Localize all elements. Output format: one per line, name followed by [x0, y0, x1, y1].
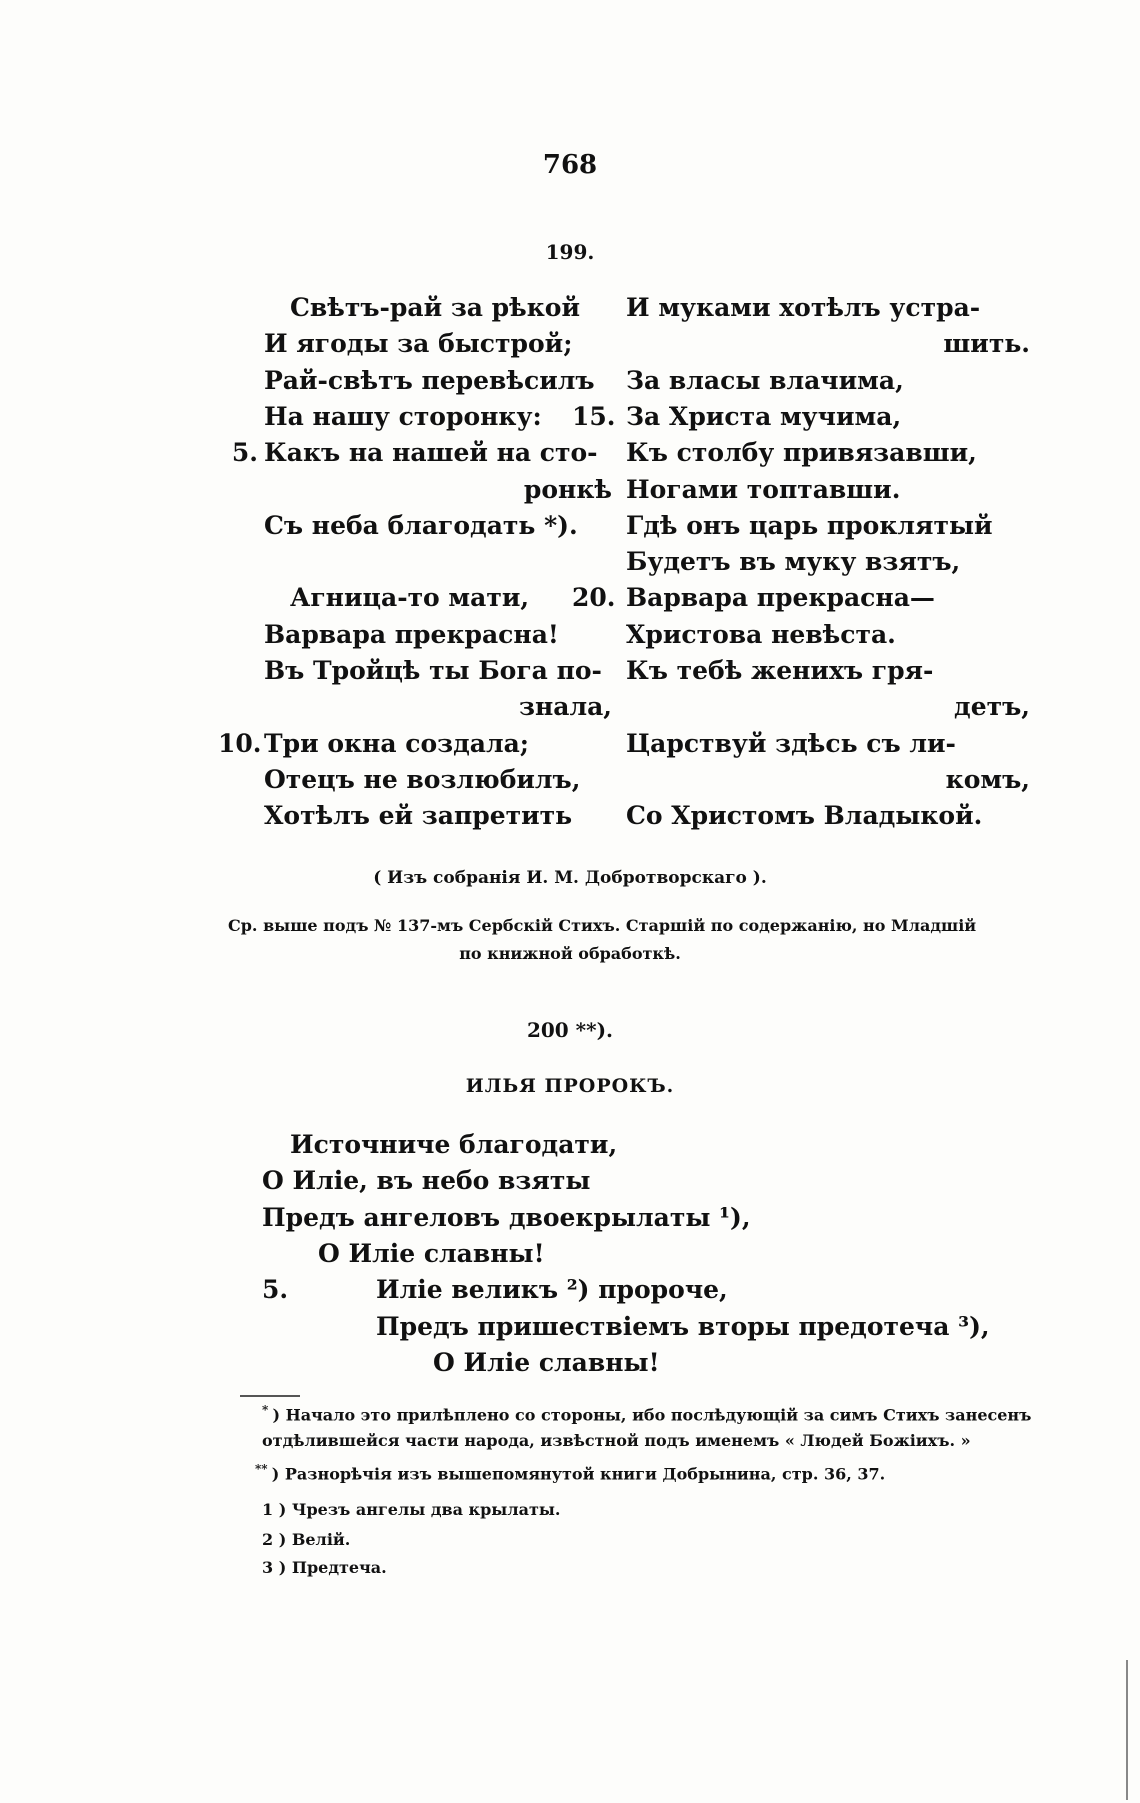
poem-199-left-verse-line: Свѣтъ-рай за рѣкой: [290, 293, 581, 322]
footnote-text: ) Чрезъ ангелы два крылаты.: [278, 1500, 561, 1519]
poem-199-left-verse-line: Отецъ не возлюбилъ,: [264, 764, 581, 794]
poem-199-left-verse-line: Хотѣлъ ей запретить: [264, 801, 573, 831]
poem-199-left-line-number: 5.: [231, 438, 258, 468]
footnote-text: ) Разнорѣчія изъ вышепомянутой книги Добрынина, стр. 36, 37.: [271, 1464, 886, 1484]
poem-199-right-verse-line: Будетъ въ муку взятъ,: [626, 547, 961, 577]
footnote-rule: [240, 1395, 300, 1397]
poem-199-left-verse-line: Съ неба благодать *).: [264, 510, 578, 540]
poem-199-right-verse-line: Къ столбу привязавши,: [626, 438, 977, 468]
footnote-text: ) Начало это прилѣплено со стороны, ибо послѣдующій за симъ Стихъ занесенъ: [272, 1405, 1032, 1425]
footnote: [262, 1403, 1031, 1424]
poem-199-right-verse-line: Гдѣ онъ царь проклятый: [626, 510, 993, 540]
footnote: [262, 1530, 350, 1549]
poem-number-200: 200 **).: [526, 1018, 614, 1042]
poem-199-left-verse-line: И ягоды за быстрой;: [264, 329, 573, 359]
poem-title: ИЛЬЯ ПРОРОКЪ.: [465, 1075, 675, 1097]
poem-199-right-verse-line: Варвара прекрасна—: [626, 583, 935, 613]
poem-199-right-verse-line: шить.: [943, 329, 1030, 359]
poem-199-left-verse-line: На нашу сторонку:: [264, 401, 542, 431]
footnote-text: ) Велій.: [278, 1530, 351, 1549]
poem-199-left-line-number: 10.: [218, 728, 262, 758]
poem-199-right-verse-line: За Христа мучима,: [626, 401, 902, 431]
poem-199-right-line-number: 15.: [572, 401, 616, 431]
poem-200-verse-line: Предъ пришествіемъ вторы предотеча ³),: [376, 1311, 990, 1341]
footnote-mark: **: [255, 1462, 272, 1476]
footnote: [262, 1500, 561, 1519]
poem-200-verse-line: О Иліе, въ небо взяты: [262, 1166, 591, 1196]
page-number: 768: [542, 150, 598, 180]
poem-199-left-verse-line: знала,: [519, 692, 612, 722]
footnote: [262, 1558, 387, 1577]
poem-199-left-verse-line: Три окна создала;: [264, 728, 530, 758]
poem-200-verse-line: О Иліе славны!: [433, 1347, 660, 1377]
poem-200-verse-line: Источниче благодати,: [290, 1130, 618, 1159]
footnote-mark: 3: [262, 1558, 279, 1577]
poem-number-199: 199.: [545, 240, 595, 264]
footnote-mark: 1: [262, 1500, 279, 1519]
poem-200-verse-line: Иліе великъ ²) пророче,: [376, 1275, 728, 1305]
poem-199-right-verse-line: Къ тебѣ женихъ гря-: [626, 656, 934, 685]
footnote: [255, 1462, 885, 1483]
footnote-mark: *: [262, 1403, 273, 1417]
poem-199-right-verse-line: комъ,: [945, 764, 1030, 794]
poem-200-line-number: 5.: [262, 1275, 289, 1305]
poem-199-left-verse-line: Въ Тройцѣ ты Бога по-: [264, 656, 602, 685]
poem-199-right-verse-line: Христова невѣста.: [626, 619, 896, 649]
source-attribution: ( Изъ собранія И. М. Добротворскаго ).: [373, 868, 767, 888]
poem-199-left-verse-line: Агница-то мати,: [290, 583, 530, 613]
poem-199-right-line-number: 20.: [572, 583, 616, 613]
footnote-text: ) Предтеча.: [278, 1558, 387, 1577]
poem-199-left-verse-line: Варвара прекрасна!: [264, 619, 559, 649]
poem-199-right-verse-line: Ногами топтавши.: [626, 474, 901, 504]
poem-199-right-verse-line: Царствуй здѣсь съ ли-: [626, 728, 956, 758]
poem-200-verse-line: Предъ ангеловъ двоекрылаты ¹),: [262, 1202, 751, 1232]
poem-199-left-verse-line: Какъ на нашей на сто-: [264, 438, 598, 468]
cross-reference-note: Ср. выше подъ № 137-мъ Сербскій Стихъ. Старшій по содержанію, но Младшій: [228, 916, 977, 935]
poem-199-right-verse-line: Со Христомъ Владыкой.: [626, 801, 983, 831]
poem-199-right-verse-line: За власы влачима,: [626, 365, 904, 395]
footnote-mark: 2: [262, 1530, 279, 1549]
cross-reference-note-2: по книжной обработкѣ.: [459, 944, 681, 963]
poem-199-right-verse-line: детъ,: [954, 692, 1030, 722]
poem-199-left-verse-line: Рай-свѣтъ перевѣсилъ: [264, 365, 595, 395]
poem-200-verse-line: О Иліе славны!: [318, 1238, 545, 1268]
poem-199-left-verse-line: ронкѣ: [523, 474, 612, 504]
poem-199-right-verse-line: И муками хотѣлъ устра-: [626, 293, 981, 322]
footnote-text: отдѣлившейся части народа, извѣстной подъ именемъ « Людей Божіихъ. »: [262, 1431, 971, 1450]
page-edge-line: [1126, 1660, 1128, 1800]
footnote: [262, 1431, 971, 1450]
